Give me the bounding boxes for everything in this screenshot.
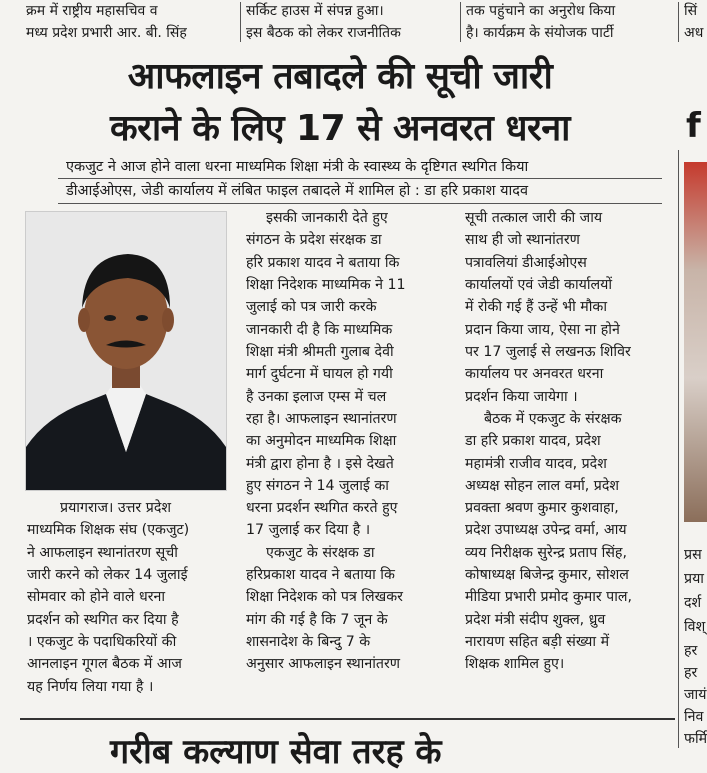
text-line: अध्यक्ष सोहन लाल वर्मा, प्रदेश	[465, 478, 620, 494]
text-line: सूची तत्काल जारी की जाय	[465, 210, 603, 226]
text-line: कोषाध्यक्ष बिजेन्द्र कुमार, सोशल	[465, 567, 629, 583]
text-line: सोमवार को होने वाले धरना	[27, 589, 166, 605]
text-line: प्रदर्शन को स्थगित कर दिया है	[27, 612, 179, 628]
text-line: पर 17 जुलाई से लखनऊ शिविर	[465, 344, 631, 360]
subheadline-line-2: डीआईओएस, जेडी कार्यालय में लंबित फाइल तबादले में शामिल हो : डा हरि प्रकाश यादव	[66, 183, 529, 199]
text-line: में रोकी गई हैं उन्हें भी मौका	[465, 299, 608, 315]
next-article-headline: गरीब कल्याण सेवा तरह के	[110, 732, 442, 772]
text-line: तक पहुंचाने का अनुरोध किया	[466, 3, 616, 19]
text-line: है। कार्यक्रम के संयोजक पार्टी	[466, 25, 614, 41]
text-line: है उनका इलाज एम्स में चल	[246, 389, 387, 405]
top-col-2	[246, 0, 401, 44]
text-line: हुए संगठन ने 14 जुलाई का	[246, 478, 389, 494]
text-line: प्रयागराज। उत्तर प्रदेश	[60, 500, 171, 516]
text-line: कार्यालय पर अनवरत धरना	[465, 366, 604, 382]
text-line: संगठन के प्रदेश संरक्षक डा	[246, 232, 382, 248]
text-line: हर	[684, 643, 698, 659]
top-col-4	[684, 0, 703, 44]
text-line: धरना प्रदर्शन स्थगित करते हुए	[246, 500, 398, 516]
text-line: यह निर्णय लिया गया है ।	[27, 679, 154, 695]
top-col-3	[466, 0, 615, 44]
person-photo	[25, 211, 227, 491]
text-line: अध	[684, 25, 704, 41]
subheadline-rule	[58, 178, 662, 179]
text-line: अनुसार आफलाइन स्थानांतरण	[246, 656, 401, 672]
text-line: डा हरि प्रकाश यादव, प्रदेश	[465, 433, 601, 449]
text-line: पत्रावलियां डीआईओएस	[465, 255, 587, 271]
text-line: शासनादेश के बिन्दु 7 के	[246, 634, 371, 650]
text-line: इस बैठक को लेकर राजनीतिक	[246, 25, 401, 41]
text-line: क्रम में राष्ट्रीय महासचिव व	[26, 3, 158, 19]
column-divider	[678, 150, 679, 748]
text-line: मांग की गई है कि 7 जून के	[246, 612, 388, 628]
text-line: सर्किट हाउस में संपन्न हुआ।	[246, 3, 384, 19]
text-line: 17 जुलाई कर दिया है ।	[246, 522, 371, 538]
column-divider	[460, 2, 461, 42]
next-headline-fragment: f	[686, 106, 701, 146]
text-line: जायं	[684, 687, 707, 703]
text-line: एकजुट के संरक्षक डा	[266, 545, 375, 561]
text-line: रहा है। आफलाइन स्थानांतरण	[246, 411, 397, 427]
text-line: प्रया	[684, 571, 704, 587]
text-line: बैठक में एकजुट के संरक्षक	[484, 411, 622, 427]
subheadline-line-1: एकजुट ने आज होने वाला धरना माध्यमिक शिक्षा मंत्री के स्वास्थ्य के दृष्टिगत स्थगित किया	[66, 159, 529, 175]
text-line: जानकारी दी है कि माध्यमिक	[246, 322, 393, 338]
text-line: का अनुमोदन माध्यमिक शिक्षा	[246, 433, 397, 449]
text-line: नारायण सहित बड़ी संख्या में	[465, 634, 610, 650]
text-line: प्रस	[684, 547, 702, 563]
text-line: कार्यालयों एवं जेडी कार्यालयों	[465, 277, 613, 293]
text-line: शिक्षा मंत्री श्रीमती गुलाब देवी	[246, 344, 394, 360]
text-line: हरिप्रकाश यादव ने बताया कि	[246, 567, 395, 583]
top-col-1	[26, 0, 187, 44]
text-line: मध्य प्रदेश प्रभारी आर. बी. सिंह	[26, 25, 187, 41]
text-line: प्रदेश उपाध्यक्ष उपेन्द्र वर्मा, आय	[465, 522, 627, 538]
text-line: जारी करने को लेकर 14 जुलाई	[27, 567, 188, 583]
text-line: फर्मि	[684, 731, 707, 747]
text-line: प्रदर्शन किया जायेगा ।	[465, 389, 578, 405]
text-line: प्रदेश मंत्री संदीप शुक्ल, ध्रुव	[465, 612, 606, 628]
text-line: ने आफलाइन स्थानांतरण सूची	[27, 545, 178, 561]
neighbor-article-photo	[684, 162, 707, 522]
text-line: मार्ग दुर्घटना में घायल हो गयी	[246, 366, 393, 382]
text-line: माध्यमिक शिक्षक संघ (एकजुट)	[27, 522, 190, 538]
text-line: विश्	[684, 619, 706, 635]
text-line: प्रवक्ता श्रवण कुमार कुशवाहा,	[465, 500, 619, 516]
text-line: दर्श	[684, 595, 702, 611]
subheadline-rule	[58, 203, 662, 204]
text-line: महामंत्री राजीव यादव, प्रदेश	[465, 456, 607, 472]
text-line: निव	[684, 709, 704, 725]
column-divider	[240, 2, 241, 42]
text-line: हर	[684, 665, 698, 681]
text-line: मीडिया प्रभारी प्रमोद कुमार पाल,	[465, 589, 633, 605]
text-line: इसकी जानकारी देते हुए	[266, 210, 388, 226]
text-line: शिक्षक शामिल हुए।	[465, 656, 565, 672]
person-portrait-illustration	[26, 212, 226, 490]
headline-line-2: कराने के लिए 17 से अनवरत धरना	[109, 108, 570, 149]
text-line: । एकजुट के पदाधिकरियों की	[27, 634, 177, 650]
text-line: साथ ही जो स्थानांतरण	[465, 232, 580, 248]
text-line: जुलाई को पत्र जारी करके	[246, 299, 377, 315]
text-line: हरि प्रकाश यादव ने बताया कि	[246, 255, 400, 271]
headline-line-1: आफलाइन तबादले की सूची जारी	[127, 56, 553, 97]
column-divider	[678, 2, 679, 42]
text-line: व्यय निरीक्षक सुरेन्द्र प्रताप सिंह,	[465, 545, 627, 561]
text-line: मंत्री द्वारा होना है । इसे देखते	[246, 456, 394, 472]
text-line: प्रदान किया जाय, ऐसा ना होने	[465, 322, 620, 338]
text-line: शिक्षा निदेशक माध्यमिक ने 11	[246, 277, 406, 293]
text-line: शिक्षा निदेशक को पत्र लिखकर	[246, 589, 403, 605]
text-line: आनलाइन गूगल बैठक में आज	[27, 656, 182, 672]
section-rule	[20, 718, 675, 720]
text-line: सिं	[684, 3, 698, 19]
